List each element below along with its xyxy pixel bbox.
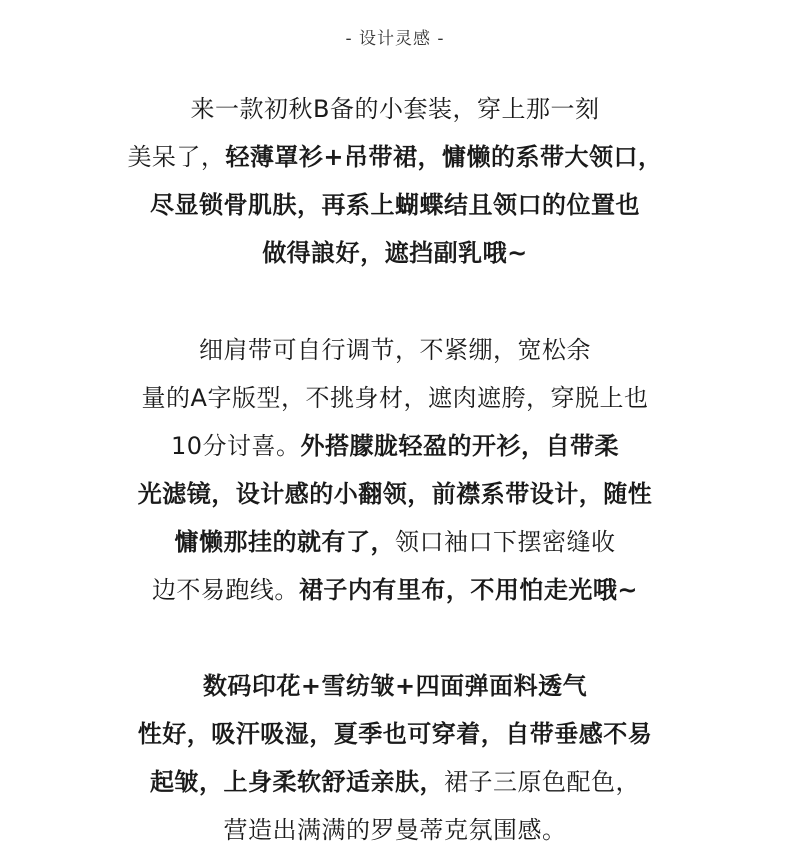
text-bold: 尽显锁骨肌肤，再系上蝴蝶结且领口的位置也 xyxy=(150,191,640,219)
text-line xyxy=(0,765,790,799)
text-line xyxy=(0,429,790,463)
text-bold: 轻薄罩衫+吊带裙，慵懒的系带大领口， xyxy=(225,143,663,171)
text-bold: 性好，吸汗吸湿，夏季也可穿着，自带垂感不易 xyxy=(137,720,653,748)
text-normal: 裙子三原色配色， xyxy=(444,768,640,796)
text-line xyxy=(0,236,790,270)
text-normal: 营造出满满的罗曼蒂克氛围感。 xyxy=(223,816,567,844)
text-line xyxy=(0,477,790,511)
text-bold: 起皱，上身柔软舒适亲肤， xyxy=(150,768,444,796)
text-bold: 慵懒那挂的就有了， xyxy=(174,528,395,556)
text-bold: 光滤镜，设计感的小翻领，前襟系带设计，随性 xyxy=(137,480,653,508)
text-bold: 做得誏好，遮挡副乳哦~ xyxy=(262,239,528,267)
text-line xyxy=(0,333,790,367)
text-line xyxy=(0,717,790,751)
section-header: - 设计灵感 - xyxy=(345,29,445,49)
text-normal: 细肩带可自行调节，不紧绷，宽松余 xyxy=(199,336,591,364)
text-line xyxy=(0,188,790,222)
text-line xyxy=(0,381,790,415)
text-bold: 数码印花+雪纺皱+四面弹面料透气 xyxy=(202,672,588,700)
text-bold: 裙子内有里布，不用怕走光哦~ xyxy=(298,576,639,604)
text-normal: 10分讨喜。 xyxy=(170,432,301,460)
text-normal: 领口袖口下摆密缝收 xyxy=(395,528,616,556)
text-line xyxy=(0,92,790,126)
text-line xyxy=(0,140,790,174)
text-line xyxy=(0,813,790,847)
text-line xyxy=(0,573,790,607)
text-normal: 来一款初秋B备的小套装，穿上那一刻 xyxy=(190,95,600,123)
text-bold: 外搭朦胧轻盈的开衫，自带柔 xyxy=(300,432,620,460)
text-line xyxy=(0,525,790,559)
text-line xyxy=(0,669,790,703)
text-normal: 美呆了， xyxy=(127,143,226,171)
text-normal: 量的A字版型，不挑身材，遮肉遮胯，穿脱上也 xyxy=(141,384,649,412)
text-normal: 边不易跑线。 xyxy=(151,576,299,604)
